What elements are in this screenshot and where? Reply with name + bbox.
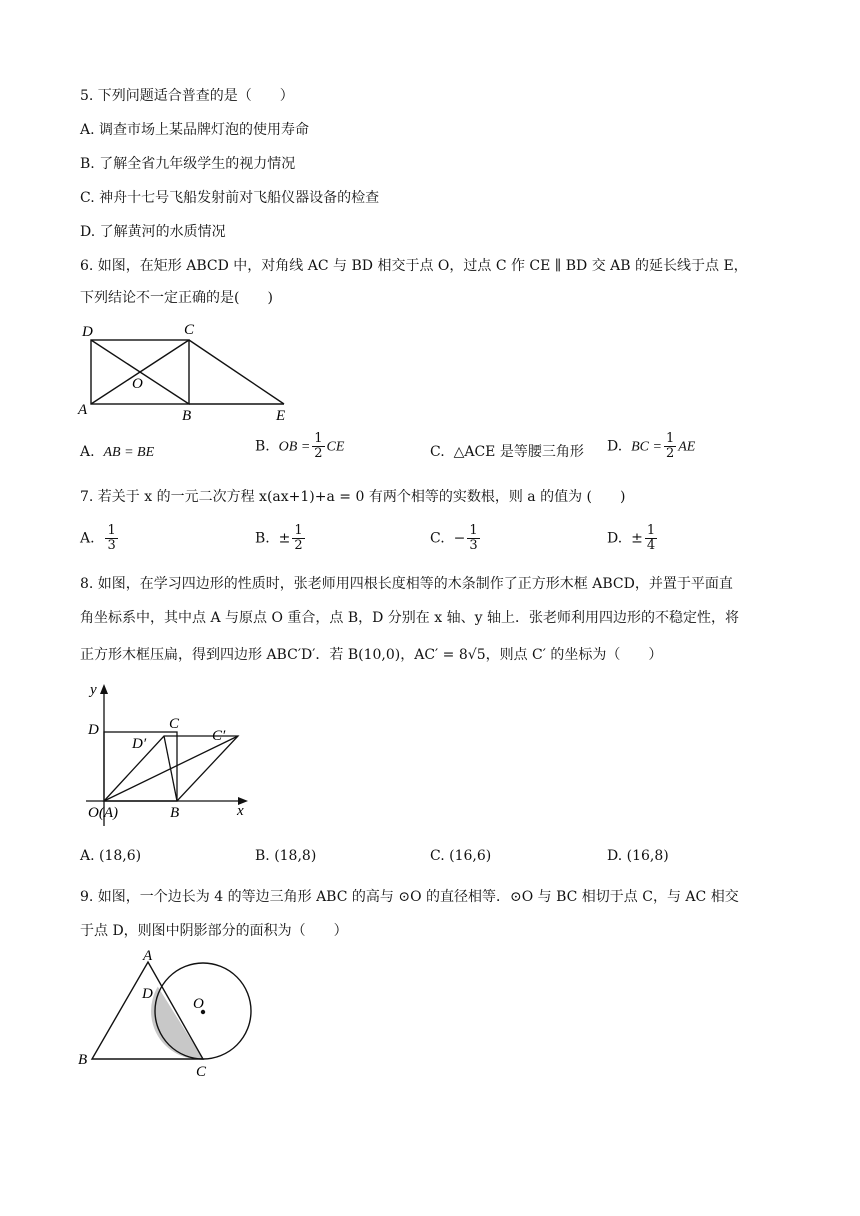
q7-stem: 7. 若关于 x 的一元二次方程 x(ax+1)+a = 0 有两个相等的实数根，则 a 的值为 ( )	[80, 489, 626, 505]
q5-option-a: A. 调查市场上某品牌灯泡的使用寿命	[80, 122, 310, 138]
q6-label-e: E	[276, 408, 286, 424]
q8-option-b: B. (18,8)	[255, 848, 317, 864]
q8-label-origin: O(A)	[88, 805, 118, 821]
q9-label-b: B	[78, 1052, 88, 1068]
q5-option-b: B. 了解全省九年级学生的视力情况	[80, 156, 296, 172]
q6-label-b: B	[182, 408, 192, 424]
q6-label-o: O	[132, 376, 143, 392]
q9-triangle-circle-figure	[72, 946, 272, 1086]
q8-option-c: C. (16,6)	[430, 848, 492, 864]
q8-label-c-prime: C′	[212, 728, 226, 744]
q8-option-d: D. (16,8)	[607, 848, 669, 864]
q7-option-d: D. ± $\frac{1}{4}$	[607, 523, 656, 553]
q6-stem-line1: 6. 如图，在矩形 ABCD 中，对角线 AC 与 BD 相交于点 O，过点 C 作 CE ∥ BD 交 AB 的延长线于点 E，	[80, 258, 748, 274]
q8-label-d: D	[88, 722, 99, 738]
q6-option-b: B. OB = $\frac{1}{2}$ CE	[255, 431, 345, 461]
q7-option-c: C. − $\frac{1}{3}$	[430, 523, 478, 553]
q6-option-c: C. △ACE 是等腰三角形	[430, 444, 584, 460]
q7-option-a: A. $\frac{1}{3}$	[80, 523, 116, 553]
q5-option-c: C. 神舟十七号飞船发射前对飞船仪器设备的检查	[80, 190, 380, 206]
q9-label-d: D	[142, 986, 153, 1002]
q8-label-c: C	[169, 716, 180, 732]
q6-option-a: A. AB = BE	[80, 444, 155, 460]
q8-label-y: y	[90, 682, 97, 698]
q7-option-b: B. ± $\frac{1}{2}$	[255, 523, 303, 553]
q6-rectangle-figure	[76, 316, 306, 426]
q9-stem-line1: 9. 如图，一个边长为 4 的等边三角形 ABC 的高与 ⊙O 的直径相等．⊙O 与 BC 相切于点 C，与 AC 相交	[80, 889, 739, 905]
q8-stem-line1: 8. 如图，在学习四边形的性质时，张老师用四根长度相等的木条制作了正方形木框 ABCD，并置于平面直	[80, 576, 733, 592]
q8-option-a: A. (18,6)	[80, 848, 142, 864]
q8-coordinate-figure	[80, 676, 260, 836]
q5-stem: 5. 下列问题适合普查的是（ ）	[80, 88, 294, 104]
q6-label-d: D	[82, 324, 93, 340]
q8-label-x: x	[237, 803, 244, 819]
q9-label-c: C	[196, 1064, 207, 1080]
q6-stem-line2: 下列结论不一定正确的是( )	[80, 290, 273, 306]
q8-label-d-prime: D′	[132, 736, 147, 752]
q8-label-b: B	[170, 805, 180, 821]
q6-label-c: C	[184, 322, 195, 338]
q6-option-d: D. BC = $\frac{1}{2}$ AE	[607, 431, 696, 461]
q9-label-a: A	[143, 948, 153, 964]
q8-stem-line3: 正方形木框压扁，得到四边形 ABC′D′．若 B(10,0)，AC′ = 8√5，则点 C′ 的坐标为（ ）	[80, 647, 663, 663]
q6-label-a: A	[78, 402, 88, 418]
q9-label-o: O	[193, 996, 204, 1012]
q8-stem-line2: 角坐标系中，其中点 A 与原点 O 重合，点 B，D 分别在 x 轴、y 轴上．张老师利用四边形的不稳定性，将	[80, 610, 739, 626]
q5-option-d: D. 了解黄河的水质情况	[80, 224, 226, 240]
q9-stem-line2: 于点 D，则图中阴影部分的面积为（ ）	[80, 923, 348, 939]
